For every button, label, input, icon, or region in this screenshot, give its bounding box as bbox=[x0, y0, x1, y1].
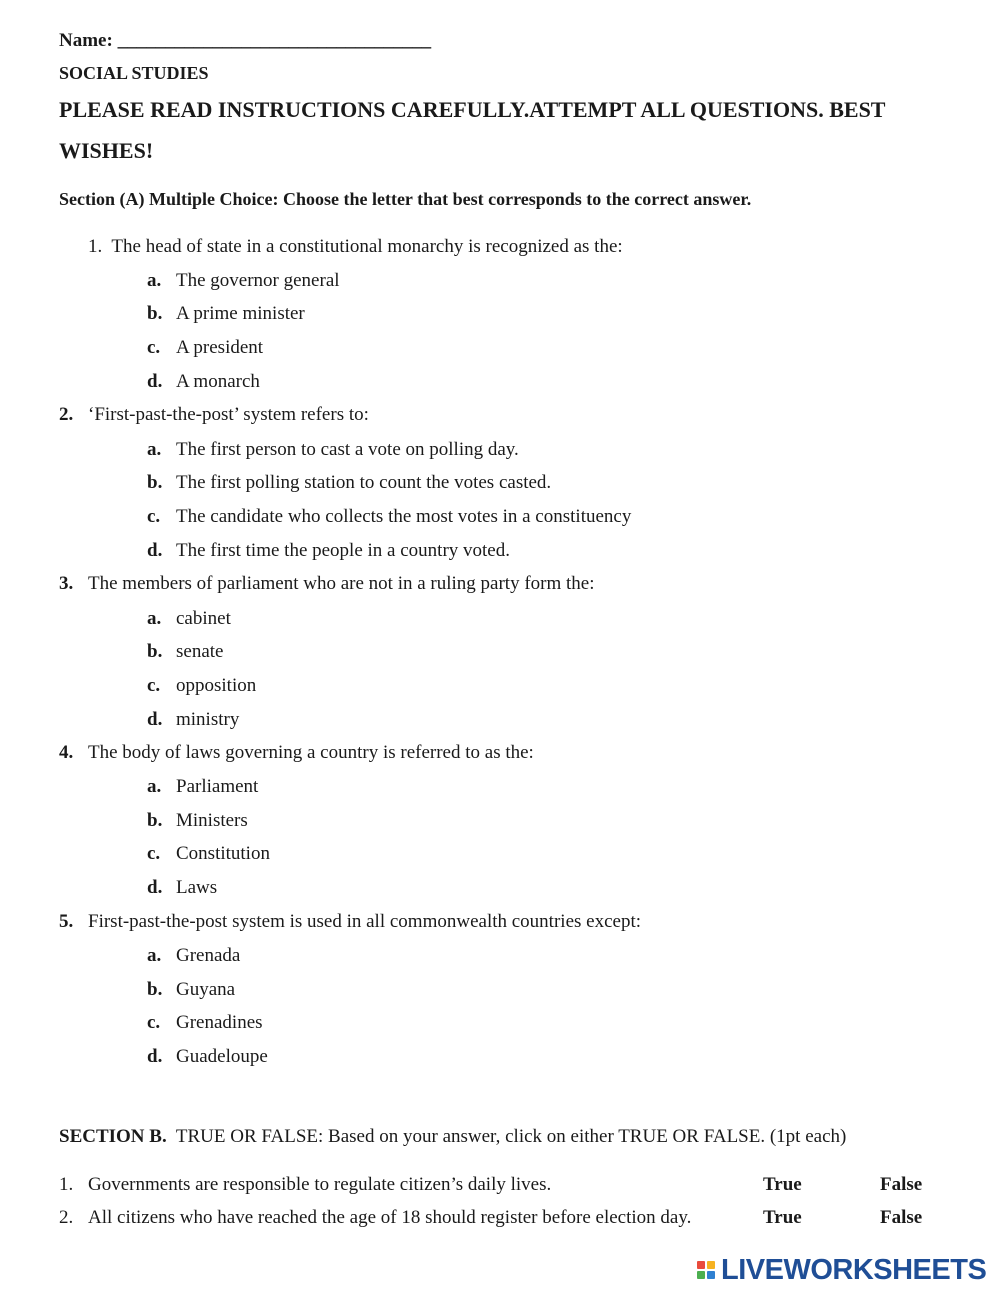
option-text: The candidate who collects the most votes in a constituency bbox=[176, 506, 632, 527]
option-2c[interactable] bbox=[147, 506, 631, 528]
question-4 bbox=[59, 742, 534, 764]
option-text: cabinet bbox=[176, 608, 231, 629]
tf-statement: All citizens who have reached the age of 18 should register before election day. bbox=[88, 1207, 692, 1228]
instructions-line-2: WISHES! bbox=[59, 138, 154, 163]
option-letter: c. bbox=[147, 843, 161, 864]
section-a-heading: Section (A) Multiple Choice: Choose the letter that best corresponds to the correct answer. bbox=[59, 189, 752, 209]
option-text: A monarch bbox=[176, 371, 260, 392]
option-text: Constitution bbox=[176, 843, 270, 864]
section-b-heading bbox=[59, 1126, 846, 1148]
instructions-line-1: PLEASE READ INSTRUCTIONS CAREFULLY.ATTEMPT ALL QUESTIONS. BEST bbox=[59, 97, 886, 122]
question-text: The members of parliament who are not in a ruling party form the: bbox=[88, 573, 595, 594]
question-number: 3. bbox=[59, 573, 74, 594]
option-3a[interactable] bbox=[147, 608, 231, 630]
option-1d[interactable] bbox=[147, 371, 260, 393]
option-2b[interactable] bbox=[147, 472, 551, 494]
question-text: The head of state in a constitutional monarchy is recognized as the: bbox=[111, 236, 623, 257]
option-5a[interactable] bbox=[147, 945, 240, 967]
false-button[interactable]: False bbox=[880, 1207, 923, 1228]
name-field bbox=[59, 30, 431, 52]
section-b-instructions: TRUE OR FALSE: Based on your answer, click on either TRUE OR FALSE. (1pt each) bbox=[175, 1126, 847, 1147]
true-button[interactable]: True bbox=[763, 1174, 802, 1195]
option-text: Ministers bbox=[176, 810, 248, 831]
tf-number: 2. bbox=[59, 1207, 74, 1228]
option-3c[interactable] bbox=[147, 675, 256, 697]
question-text: ‘First-past-the-post’ system refers to: bbox=[88, 404, 369, 425]
liveworksheets-logo bbox=[697, 1253, 986, 1287]
option-5c[interactable] bbox=[147, 1012, 263, 1034]
option-1b[interactable] bbox=[147, 303, 305, 325]
option-letter: b. bbox=[147, 641, 163, 662]
option-text: The first person to cast a vote on polling day. bbox=[176, 439, 519, 460]
option-text: senate bbox=[176, 641, 224, 662]
option-letter: c. bbox=[147, 1012, 161, 1033]
name-label: Name: bbox=[59, 30, 113, 51]
option-4a[interactable] bbox=[147, 776, 258, 798]
option-text: The governor general bbox=[176, 270, 340, 291]
option-text: ministry bbox=[176, 709, 240, 730]
option-1c[interactable] bbox=[147, 337, 263, 359]
logo-blocks-icon bbox=[697, 1261, 715, 1279]
option-letter: b. bbox=[147, 979, 163, 1000]
question-number: 5. bbox=[59, 911, 74, 932]
option-letter: b. bbox=[147, 472, 163, 493]
true-button[interactable]: True bbox=[763, 1207, 802, 1228]
option-text: The first time the people in a country voted. bbox=[176, 540, 510, 561]
logo-text: LIVEWORKSHEETS bbox=[721, 1253, 987, 1286]
option-letter: a. bbox=[147, 608, 162, 629]
option-3b[interactable] bbox=[147, 641, 223, 663]
option-letter: b. bbox=[147, 303, 163, 324]
question-number: 4. bbox=[59, 742, 74, 763]
option-letter: c. bbox=[147, 675, 161, 696]
option-text: Grenadines bbox=[176, 1012, 263, 1033]
option-2a[interactable] bbox=[147, 439, 519, 461]
option-text: Guyana bbox=[176, 979, 236, 1000]
option-letter: d. bbox=[147, 1046, 163, 1067]
option-text: Laws bbox=[176, 877, 218, 898]
question-3 bbox=[59, 573, 595, 595]
option-letter: d. bbox=[147, 877, 163, 898]
option-1a[interactable] bbox=[147, 270, 340, 292]
option-letter: c. bbox=[147, 506, 161, 527]
tf-number: 1. bbox=[59, 1174, 74, 1195]
option-letter: a. bbox=[147, 945, 162, 966]
section-b-label: SECTION B. bbox=[59, 1126, 167, 1147]
option-4b[interactable] bbox=[147, 810, 248, 832]
option-letter: b. bbox=[147, 810, 163, 831]
tf-statement: Governments are responsible to regulate citizen’s daily lives. bbox=[88, 1174, 552, 1195]
question-text: First-past-the-post system is used in all commonwealth countries except: bbox=[88, 911, 642, 932]
question-5 bbox=[59, 911, 641, 933]
option-text: Grenada bbox=[176, 945, 241, 966]
option-letter: d. bbox=[147, 371, 163, 392]
false-button[interactable]: False bbox=[880, 1174, 923, 1195]
option-text: Parliament bbox=[176, 776, 259, 797]
option-text: Guadeloupe bbox=[176, 1046, 268, 1067]
question-number: 1. bbox=[88, 236, 103, 257]
question-text: The body of laws governing a country is referred to as the: bbox=[88, 742, 534, 763]
name-blank: _________________________________ bbox=[117, 30, 432, 51]
question-2 bbox=[59, 404, 369, 426]
option-5b[interactable] bbox=[147, 979, 235, 1001]
option-4d[interactable] bbox=[147, 877, 217, 899]
option-4c[interactable] bbox=[147, 843, 270, 865]
option-letter: d. bbox=[147, 540, 163, 561]
option-letter: d. bbox=[147, 709, 163, 730]
tf-item-2 bbox=[59, 1207, 691, 1229]
option-5d[interactable] bbox=[147, 1046, 268, 1068]
question-1 bbox=[88, 236, 623, 258]
question-number: 2. bbox=[59, 404, 74, 425]
option-2d[interactable] bbox=[147, 540, 510, 562]
subject-title: SOCIAL STUDIES bbox=[59, 63, 209, 83]
option-text: A president bbox=[176, 337, 264, 358]
option-letter: a. bbox=[147, 439, 162, 460]
option-text: opposition bbox=[176, 675, 257, 696]
option-letter: a. bbox=[147, 776, 162, 797]
option-text: The first polling station to count the votes casted. bbox=[176, 472, 552, 493]
option-letter: c. bbox=[147, 337, 161, 358]
option-3d[interactable] bbox=[147, 709, 239, 731]
option-text: A prime minister bbox=[176, 303, 305, 324]
tf-item-1 bbox=[59, 1174, 551, 1196]
option-letter: a. bbox=[147, 270, 162, 291]
